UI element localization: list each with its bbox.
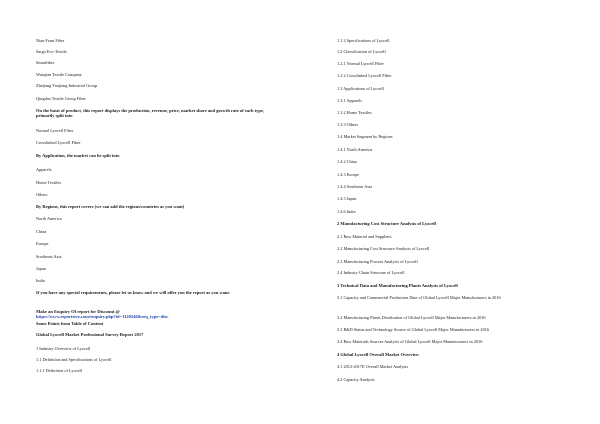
line-text: 3.4 Raw Materials Sources Analysis of Global Lyocell Major Manufacturers in 2016 (337, 339, 483, 344)
right-line (337, 86, 577, 91)
line-text: Home Textiles (36, 180, 62, 185)
left-line (36, 254, 276, 259)
right-line (337, 196, 577, 201)
right-line (337, 159, 577, 164)
line-text: If you have any special requirements, please let us know and we will offer you the report as you want. (36, 290, 231, 295)
right-line (337, 147, 577, 152)
right-line (337, 259, 577, 264)
line-text: 1.4.4 Southeast Asia (337, 184, 373, 189)
left-line (36, 332, 276, 337)
right-line (337, 295, 577, 300)
line-text: Make an Enquiry Of report for Discount @ (36, 309, 120, 314)
line-text: Smartfiber (36, 60, 55, 65)
line-text: 2.3 Manufacturing Process Analysis of Lyocell (337, 259, 418, 264)
enquiry-link[interactable]: https://www.reportsive.com/enquiry.php?id=1120540&req_type=disc (36, 314, 169, 320)
line-text: 1.4.5 Japan (337, 196, 357, 201)
line-text: China (36, 229, 47, 234)
line-text: Zhejiang Yaojiang Industrial Group (36, 83, 98, 88)
right-line (337, 73, 577, 78)
right-line (337, 122, 577, 127)
line-text: 1.4.1 North America (337, 147, 373, 152)
line-text: 2 Manufacturing Cost Structure Analysis of Lyocell (337, 221, 436, 226)
line-text: 1.4.6 India (337, 209, 356, 214)
left-line (36, 241, 276, 246)
right-line (337, 377, 577, 382)
left-line (36, 38, 276, 43)
line-text: 1.2.1 Normal Lyocell Fiber (337, 61, 384, 66)
left-line (36, 128, 276, 133)
line-text: 1 Industry Overview of Lyocell (36, 346, 91, 351)
left-line (36, 192, 276, 197)
line-text: 1.1 Definition and Specifications of Lyocell (36, 357, 112, 362)
left-line (36, 49, 276, 54)
line-text: 1.3.3 Others (337, 122, 359, 127)
line-text: 1.4.3 Europe (337, 172, 360, 177)
line-text: 3 Technical Data and Manufacturing Plants Analysis of Lyocell (337, 283, 458, 288)
line-text: 1.1.2 Specifications of Lyocell (337, 38, 390, 43)
line-text: Some Points from Table of Content (36, 321, 104, 326)
right-line (337, 49, 577, 54)
line-text: By Regions, this report covers (we can add the regions/countries as you want) (36, 204, 185, 209)
line-text: 1.4 Market Segment by Regions (337, 134, 393, 139)
left-line (36, 321, 276, 326)
line-text: 1.1.1 Definition of Lyocell (36, 368, 82, 373)
line-text: 4 Global Lyocell Overall Market Overview (337, 352, 420, 357)
line-text: North America (36, 216, 62, 221)
right-line (337, 184, 577, 189)
line-text: 3.3 R&D Status and Technology Source of Global Lyocell Major Manufacturers in 2016 (337, 327, 490, 332)
right-line (337, 110, 577, 115)
left-line (36, 140, 276, 145)
left-line (36, 290, 276, 295)
line-text: 1.2 Classification of Lyocell (337, 49, 386, 54)
left-line (36, 180, 276, 185)
line-text: 3.1 Capacity and Commercial Production Date of Global Lyocell Major Manufacturers in 2016 (337, 295, 501, 300)
line-text: 1.3.2 Home Textiles (337, 110, 372, 115)
right-line (337, 234, 577, 239)
right-line (337, 339, 577, 344)
left-line (36, 357, 276, 362)
left-line (36, 309, 276, 320)
right-line (337, 134, 577, 139)
line-text: Crosslinked Lyocell Fiber (36, 140, 81, 145)
line-text: Watajian Textile Company (36, 72, 82, 77)
line-text: 1.4.2 China (337, 159, 357, 164)
line-text: 2.4 Industry Chain Structure of Lyocell (337, 270, 405, 275)
right-line (337, 327, 577, 332)
left-line (36, 72, 276, 77)
line-text: On the basis of product, this report displays the production, revenue, price, market share and growth rate of each type, primarily split into (36, 108, 264, 119)
left-line (36, 204, 276, 209)
left-line (36, 346, 276, 351)
line-text: Japan (36, 266, 46, 271)
line-text: Sarga Eco-Textile (36, 49, 67, 54)
left-line (36, 83, 276, 88)
right-line (337, 270, 577, 275)
right-line (337, 315, 577, 320)
right-line (337, 246, 577, 251)
line-text: Southeast Asia (36, 254, 62, 259)
right-line (337, 209, 577, 214)
line-text: 1.2.2 Crosslinked Lyocell Fiber (337, 73, 392, 78)
left-line (36, 60, 276, 65)
line-text: 3.2 Manufacturing Plants Distribution of Global Lyocell Major Manufacturers in 2016 (337, 315, 486, 320)
line-text: Others (36, 192, 48, 197)
right-line (337, 364, 577, 369)
right-line (337, 98, 577, 103)
right-line (337, 283, 577, 288)
left-line (36, 108, 276, 119)
right-line (337, 38, 577, 43)
left-line (36, 153, 276, 158)
line-text: India (36, 278, 45, 283)
left-line (36, 368, 276, 373)
line-text: Normal Lyocell Fiber (36, 128, 74, 133)
line-text: By Application, the market can be split into (36, 153, 120, 158)
line-text: Qingdao Textile Group Fiber (36, 96, 86, 101)
line-text: Apparels (36, 167, 52, 172)
line-text: 2.1 Raw Material and Suppliers (337, 234, 392, 239)
left-line (36, 167, 276, 172)
right-line (337, 221, 577, 226)
left-line (36, 278, 276, 283)
left-line (36, 266, 276, 271)
right-line (337, 61, 577, 66)
line-text: 2.2 Manufacturing Cost Structure Analysis of Lyocell (337, 246, 430, 251)
line-text: 1.3.1 Apparels (337, 98, 362, 103)
left-line (36, 229, 276, 234)
right-line (337, 352, 577, 357)
line-text: Global Lyocell Market Professional Survey Report 2017 (36, 332, 144, 337)
line-text: Nian Foun Fiber (36, 38, 65, 43)
line-text: 4.1 2012-2017E Overall Market Analysis (337, 364, 409, 369)
left-line (36, 96, 276, 101)
right-line (337, 172, 577, 177)
line-text: 1.3 Applications of Lyocell (337, 86, 384, 91)
line-text: Europe (36, 241, 49, 246)
left-line (36, 216, 276, 221)
line-text: 4.2 Capacity Analysis (337, 377, 375, 382)
